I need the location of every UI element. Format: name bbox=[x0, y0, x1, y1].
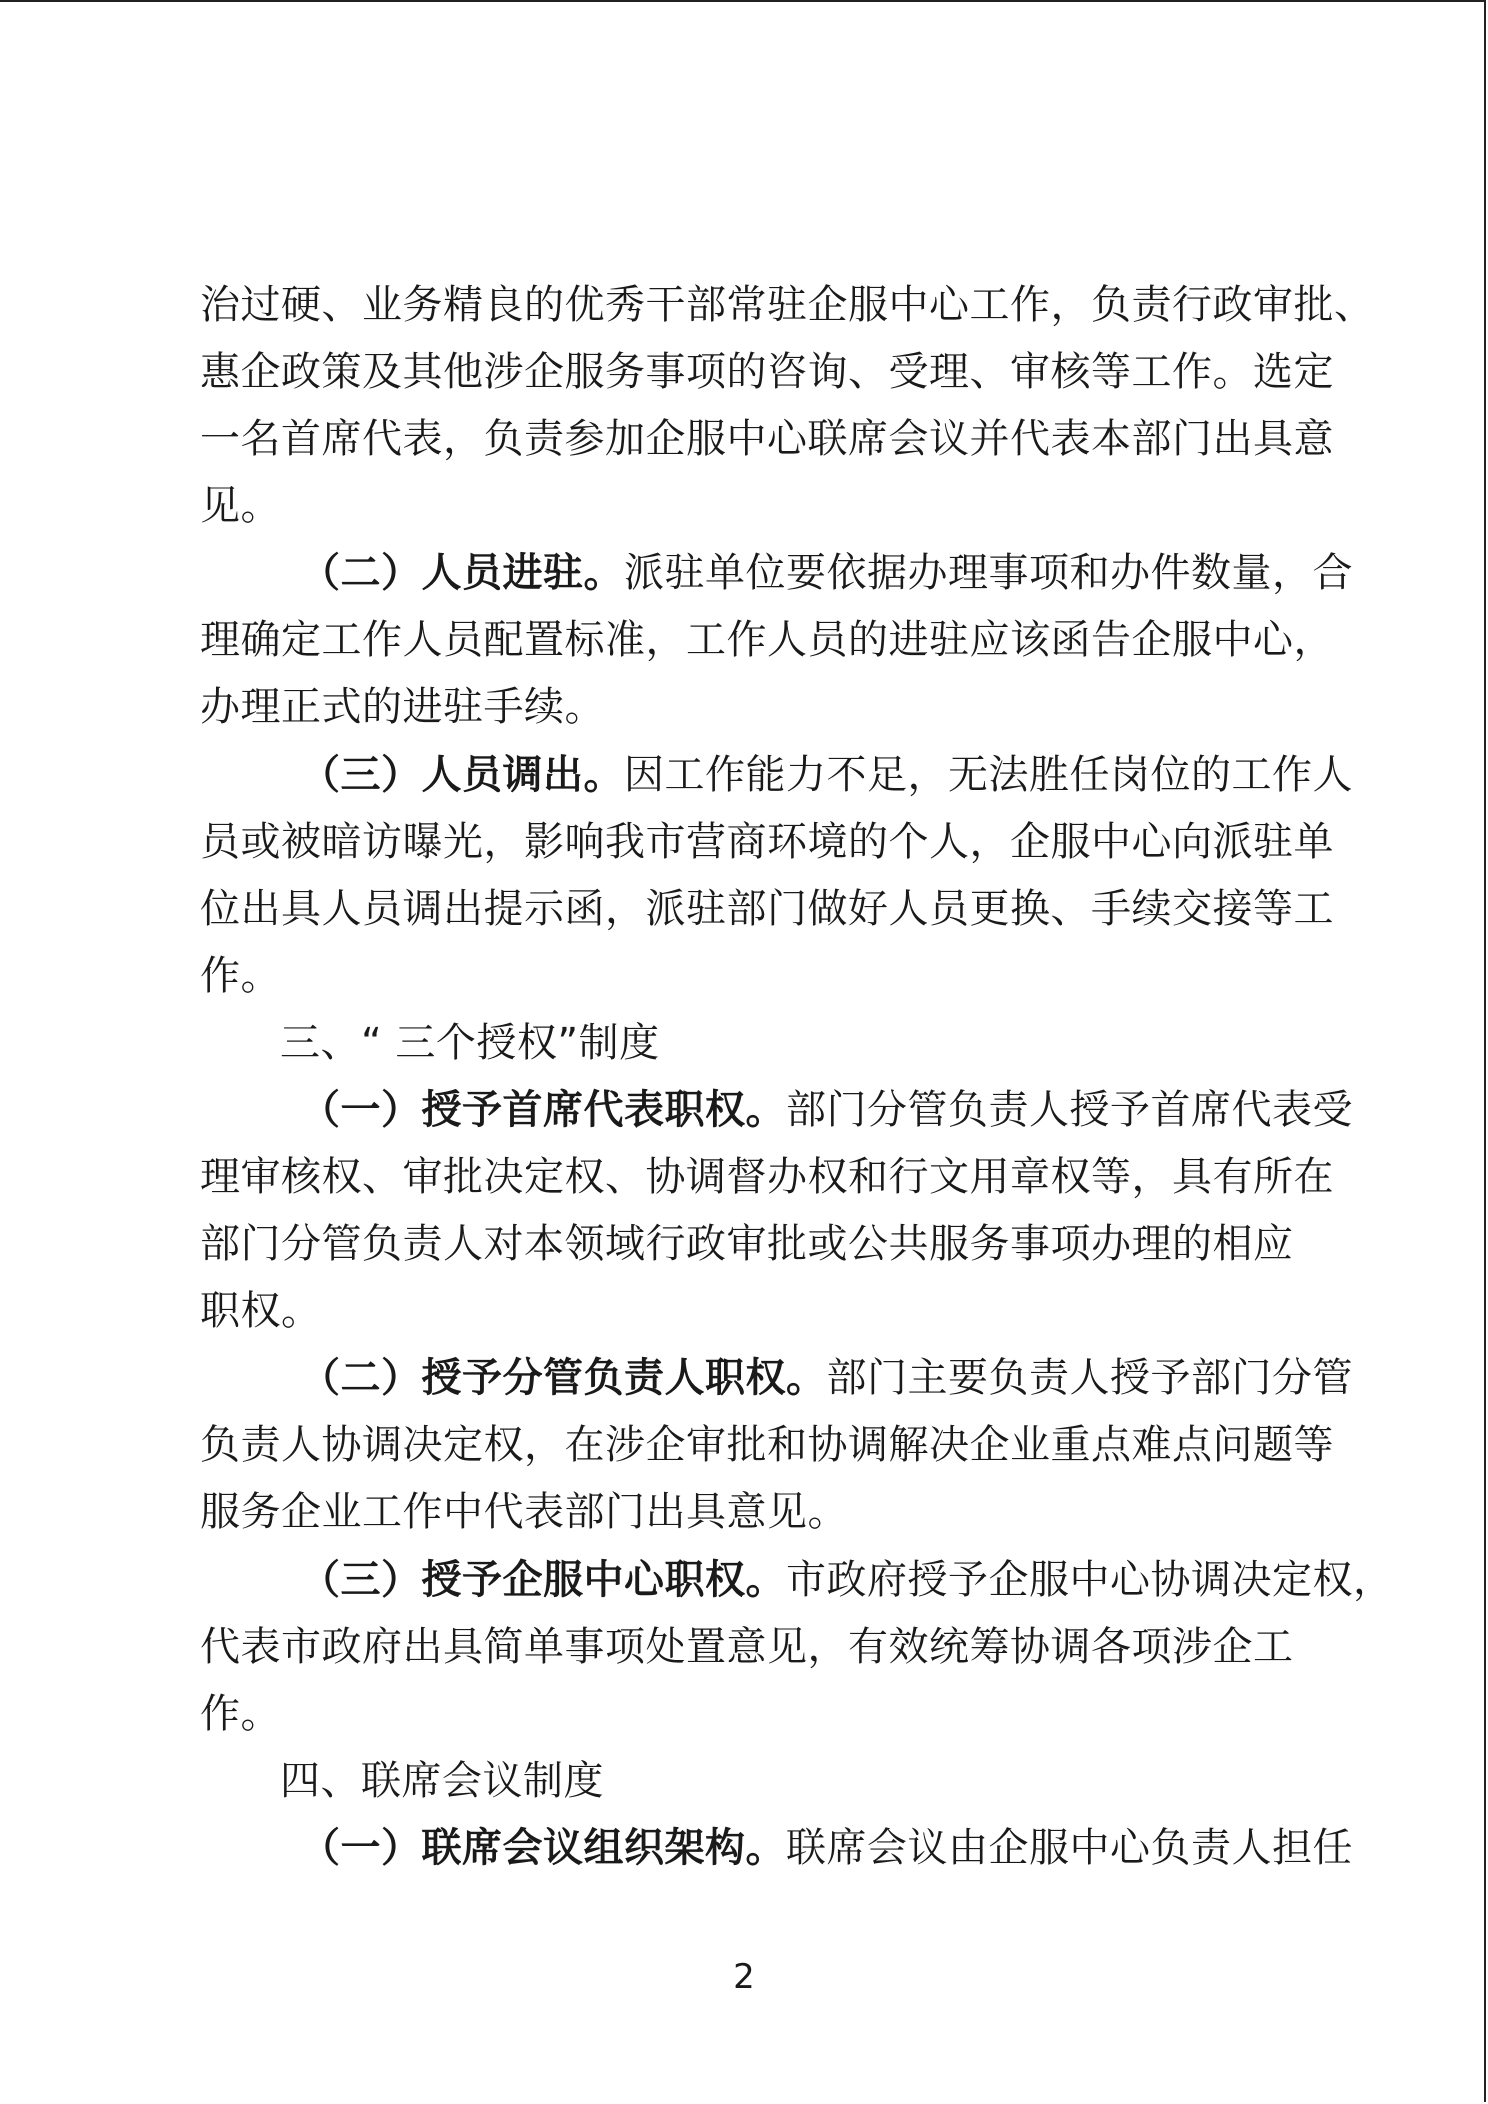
text-line: 治过硬、业务精良的优秀干部常驻企服中心工作，负责行政审批、 bbox=[200, 282, 1375, 328]
text-line: 负责人协调决定权，在涉企审批和协调解决企业重点难点问题等 bbox=[200, 1422, 1334, 1468]
text-line: 服务企业工作中代表部门出具意见。 bbox=[200, 1489, 848, 1535]
text-line: 位出具人员调出提示函，派驻部门做好人员更换、手续交接等工 bbox=[200, 886, 1334, 932]
text-line: 作。 bbox=[200, 953, 281, 999]
text-line: 理审核权、审批决定权、协调督办权和行文用章权等，具有所在 bbox=[200, 1154, 1334, 1200]
paragraph-heading-line: （二）人员进驻。派驻单位要依据办理事项和办件数量，合 bbox=[300, 550, 1353, 596]
text-line: 部门分管负责人对本领域行政审批或公共服务事项办理的相应 bbox=[200, 1221, 1294, 1267]
text-line: 办理正式的进驻手续。 bbox=[200, 684, 605, 730]
text-line: 理确定工作人员配置标准，工作人员的进驻应该函告企服中心， bbox=[200, 617, 1334, 663]
paragraph-heading-line: （一）联席会议组织架构。联席会议由企服中心负责人担任 bbox=[300, 1825, 1353, 1871]
paragraph-heading-line: （二）授予分管负责人职权。部门主要负责人授予部门分管 bbox=[300, 1355, 1353, 1401]
text-line: 职权。 bbox=[200, 1288, 322, 1334]
paragraph-heading: （二）人员进驻。 bbox=[300, 550, 624, 596]
page-number: 2 bbox=[733, 1957, 755, 1997]
paragraph-heading: （三）人员调出。 bbox=[300, 752, 624, 798]
text-line: 员或被暗访曝光，影响我市营商环境的个人，企服中心向派驻单 bbox=[200, 819, 1334, 865]
paragraph-heading-line: （三）授予企服中心职权。市政府授予企服中心协调决定权， bbox=[300, 1557, 1394, 1603]
paragraph-heading: （三）授予企服中心职权。 bbox=[300, 1557, 786, 1603]
text-line: 见。 bbox=[200, 483, 281, 529]
section-heading: 四、联席会议制度 bbox=[280, 1758, 604, 1804]
paragraph-heading-line: （一）授予首席代表职权。部门分管负责人授予首席代表受 bbox=[300, 1087, 1353, 1133]
text-line: 一名首席代表，负责参加企服中心联席会议并代表本部门出具意 bbox=[200, 416, 1334, 462]
text-line: 惠企政策及其他涉企服务事项的咨询、受理、审核等工作。选定 bbox=[200, 349, 1334, 395]
paragraph-heading-line: （三）人员调出。因工作能力不足，无法胜任岗位的工作人 bbox=[300, 752, 1353, 798]
paragraph-heading: （一）联席会议组织架构。 bbox=[300, 1825, 786, 1871]
section-heading: 三、“ 三个授权”制度 bbox=[280, 1020, 660, 1066]
paragraph-heading: （一）授予首席代表职权。 bbox=[300, 1087, 786, 1133]
paragraph-heading: （二）授予分管负责人职权。 bbox=[300, 1355, 827, 1401]
text-line: 作。 bbox=[200, 1691, 281, 1737]
text-line: 代表市政府出具简单事项处置意见，有效统筹协调各项涉企工 bbox=[200, 1624, 1294, 1670]
